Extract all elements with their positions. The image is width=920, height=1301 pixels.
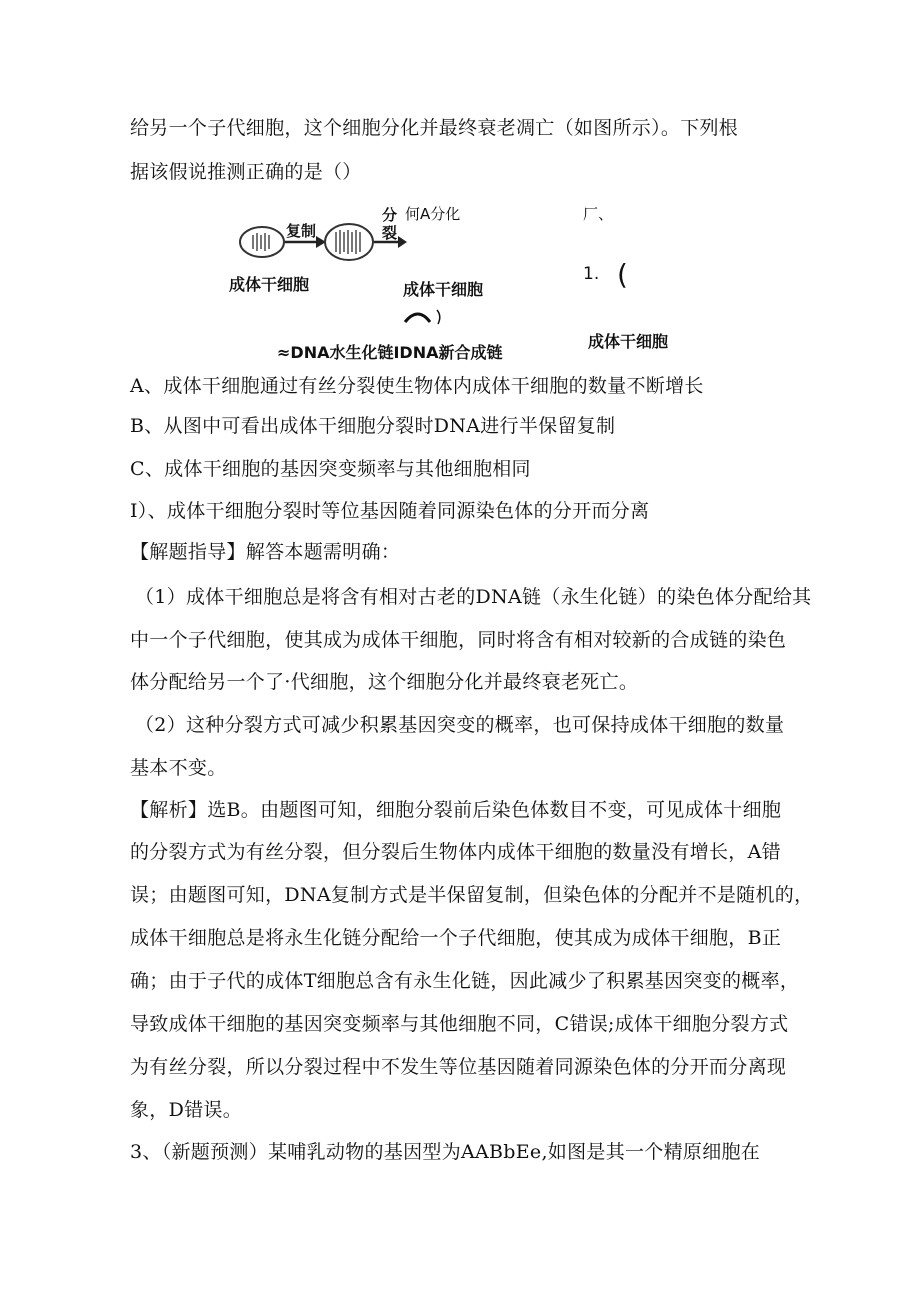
analysis-line-6: 导致成体干细胞的基因突变频率与其他细胞不同，C错误;成体干细胞分裂方式 [130, 1013, 789, 1035]
analysis-line-7: 为有丝分裂，所以分裂过程中不发生等位基因随着同源染色体的分开而分离现 [130, 1056, 787, 1078]
partial-cell-arc [405, 314, 430, 322]
replicated-cell-shape [325, 224, 373, 260]
guide-p1-line-3: 体分配给另一个了·代细胞，这个细胞分化并最终衰老死亡。 [130, 671, 639, 693]
analysis-line-4: 成体干细胞总是将永生化链分配给一个子代细胞，使其成为成体干细胞，B正 [130, 927, 782, 949]
replicated-chromosomes [336, 230, 360, 254]
question-3: 3、（新题预测）某哺乳动物的基因型为AABbEe,如图是其一个精原细胞在 [130, 1141, 761, 1163]
analysis-line-2: 的分裂方式为有丝分裂，但分裂后生物体内成体干细胞的数量没有增长，A错 [130, 841, 781, 863]
guide-p2-line-2: 基本不变。 [130, 757, 227, 779]
option-d: I）、成体干细胞分裂时等位基因随着同源染色体的分开而分离 [130, 500, 650, 522]
option-c: C、成体干细胞的基因突变频率与其他细胞相同 [130, 458, 531, 480]
guide-heading: 【解题指导】解答本题需明确： [130, 541, 401, 563]
analysis-line-8: 象，D错误。 [130, 1099, 243, 1121]
stem-cell-label-1: 成体干细胞 [229, 275, 310, 294]
guide-p2-line-1: （2）这种分裂方式可减少积累基因突变的概率，也可保持成体干细胞的数量 [135, 714, 785, 736]
option-a: A、成体干细胞通过有丝分裂使生物体内成体干细胞的数量不断增长 [130, 375, 704, 397]
analysis-line-1: 【解析】选B。由题图可知，细胞分裂前后染色体数目不变，可见成体十细胞 [130, 799, 782, 821]
option-b: B、从图中可看出成体干细胞分裂时DNA进行半保留复制 [130, 415, 616, 437]
corner-mark: 厂、 [583, 205, 614, 223]
paren-mark: ( [617, 258, 628, 291]
stem-cell-label-2: 成体干细胞 [403, 280, 484, 299]
split-label-top: 分 [382, 206, 398, 224]
stem-cell-label-3: 成体干细胞 [588, 332, 669, 351]
intro-line-1: 给另一个子代细胞，这个细胞分化并最终衰老凋亡（如图所示）。下列根 [130, 117, 739, 139]
analysis-line-5: 确；由于子代的成体T细胞总含有永生化链，因此减少了积累基因突变的概率， [130, 970, 800, 992]
parent-cell-shape [240, 227, 284, 257]
analysis-line-3: 误；由题图可知，DNA复制方式是半保留复制，但染色体的分配并不是随机的， [130, 884, 814, 906]
split-label-bottom: 裂 [382, 224, 398, 242]
intro-line-2: 据该假说推测正确的是（） [130, 161, 362, 183]
guide-p1-line-2: 中一个子代细胞，使其成为成体干细胞，同时将含有相对较新的合成链的染色 [130, 629, 787, 651]
figure-drawing [0, 0, 920, 370]
copy-label: 复制 [286, 222, 317, 240]
number-mark: 1. [583, 264, 600, 284]
differentiation-label: 何A分化 [405, 205, 461, 223]
guide-p1-line-1: （1）成体干细胞总是将含有相对古老的DNA链（永生化链）的染色体分配给其 [135, 586, 812, 608]
figure-caption: ≈DNA水生化链IDNA新合成链 [277, 343, 503, 362]
parent-chromosomes [253, 233, 269, 251]
